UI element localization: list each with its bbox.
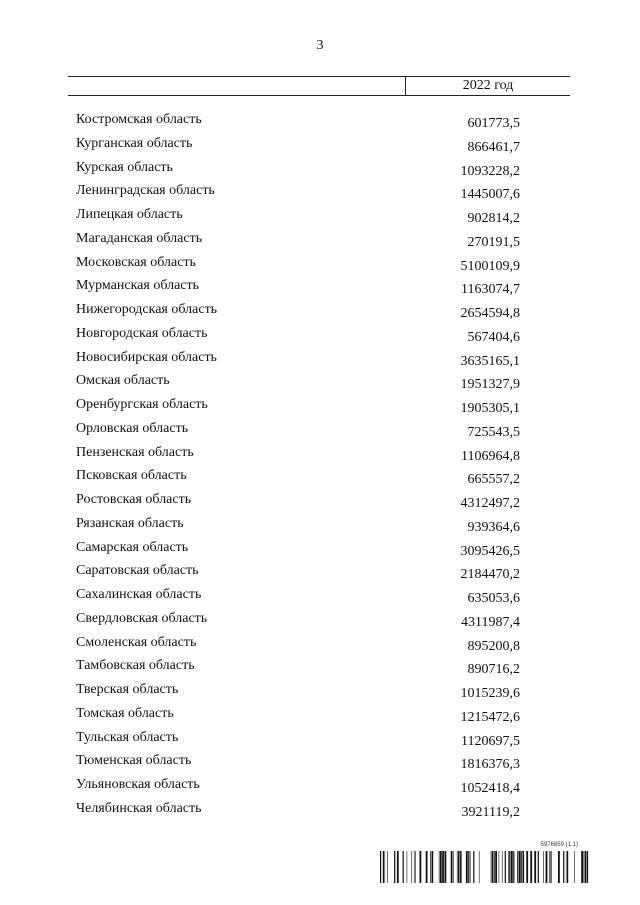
table-row (0, 540, 640, 564)
region-name: Новосибирская область (76, 349, 217, 365)
region-value: 866461,7 (467, 139, 520, 155)
table-row (0, 207, 640, 231)
table-row (0, 682, 640, 706)
region-name: Нижегородская область (76, 302, 218, 317)
region-value: 5100109,9 (460, 258, 520, 274)
region-value: 1052418,4 (460, 781, 520, 796)
region-value: 1445007,6 (460, 187, 520, 203)
table-row (0, 730, 640, 754)
barcode-icon (380, 851, 590, 883)
region-value: 3635165,1 (460, 353, 520, 369)
table-row (0, 492, 640, 516)
region-name: Московская область (76, 254, 196, 270)
table-row (0, 563, 640, 587)
region-name: Псковская область (76, 468, 187, 484)
region-name: Пензенская область (76, 444, 194, 460)
region-name: Ленинградская область (76, 183, 215, 199)
table-row (0, 160, 640, 184)
region-value: 1015239,6 (460, 686, 520, 701)
region-name: Мурманская область (76, 278, 200, 294)
region-name: Орловская область (76, 420, 189, 436)
region-name: Свердловская область (76, 610, 208, 626)
region-name: Омская область (76, 373, 170, 389)
region-value: 902814,2 (467, 211, 520, 226)
region-name: Курганская область (76, 135, 193, 151)
region-value: 2184470,2 (460, 567, 520, 583)
table-row (0, 421, 640, 445)
region-name: Липецкая область (76, 207, 183, 222)
table-row (0, 302, 640, 326)
region-value: 3095426,5 (460, 543, 520, 559)
region-name: Тверская область (76, 682, 179, 697)
table-row (0, 706, 640, 730)
region-value: 1120697,5 (461, 733, 520, 749)
region-value: 2654594,8 (460, 306, 520, 321)
region-name: Ростовская область (76, 492, 192, 507)
region-name: Смоленская область (76, 634, 197, 650)
region-name: Новгородская область (76, 325, 208, 341)
region-name: Тамбовская область (76, 658, 195, 674)
region-value: 4311987,4 (461, 614, 520, 630)
table-row (0, 611, 640, 635)
region-value: 939364,6 (467, 519, 520, 535)
region-name: Самарская область (76, 539, 189, 555)
region-value: 1816376,3 (460, 757, 520, 773)
table-row (0, 373, 640, 397)
region-name: Рязанская область (76, 515, 184, 531)
table-row (0, 183, 640, 207)
region-name: Оренбургская область (76, 397, 208, 412)
region-name: Челябинская область (76, 800, 202, 816)
year-column-header: 2022 год (462, 78, 514, 93)
region-name: Магаданская область (76, 230, 203, 246)
table-row (0, 587, 640, 611)
table-row (0, 445, 640, 469)
table-row (0, 753, 640, 777)
table-row (0, 326, 640, 350)
page-number: 3 (316, 38, 324, 53)
table-row (0, 112, 640, 136)
region-value: 1951327,9 (460, 377, 520, 393)
region-value: 567404,6 (467, 329, 520, 345)
region-name: Тульская область (76, 729, 179, 745)
region-name: Томская область (76, 705, 174, 721)
region-name: Костромская область (76, 112, 202, 127)
table-row (0, 278, 640, 302)
region-value: 635053,6 (467, 591, 520, 606)
table-row (0, 231, 640, 255)
region-value: 1905305,1 (460, 401, 520, 416)
region-value: 4312497,2 (460, 496, 520, 511)
region-value: 601773,5 (467, 116, 520, 131)
region-value: 890716,2 (467, 662, 520, 678)
region-name: Ульяновская область (76, 777, 200, 792)
table-row (0, 777, 640, 801)
region-value: 895200,8 (467, 638, 520, 654)
region-value: 665557,2 (467, 472, 520, 488)
region-value: 725543,5 (467, 424, 520, 440)
region-value: 270191,5 (467, 234, 520, 250)
region-value: 1163074,7 (461, 282, 520, 298)
table-row (0, 255, 640, 279)
table-row (0, 136, 640, 160)
region-value: 3921119,2 (461, 804, 520, 820)
region-value: 1093228,2 (460, 163, 520, 179)
document-code: 5976859 (1.1) (540, 842, 578, 848)
region-name: Саратовская область (76, 563, 199, 579)
table-row (0, 516, 640, 540)
table-row (0, 397, 640, 421)
table-header (68, 76, 570, 96)
table-row (0, 635, 640, 659)
table-row (0, 658, 640, 682)
table-row (0, 350, 640, 374)
region-table-body (0, 112, 640, 825)
region-name: Курская область (76, 159, 173, 175)
region-name: Тюменская область (76, 753, 192, 769)
table-row (0, 468, 640, 492)
region-value: 1106964,8 (461, 448, 520, 464)
region-name: Сахалинская область (76, 587, 202, 602)
region-value: 1215472,6 (460, 709, 520, 725)
table-row (0, 801, 640, 825)
